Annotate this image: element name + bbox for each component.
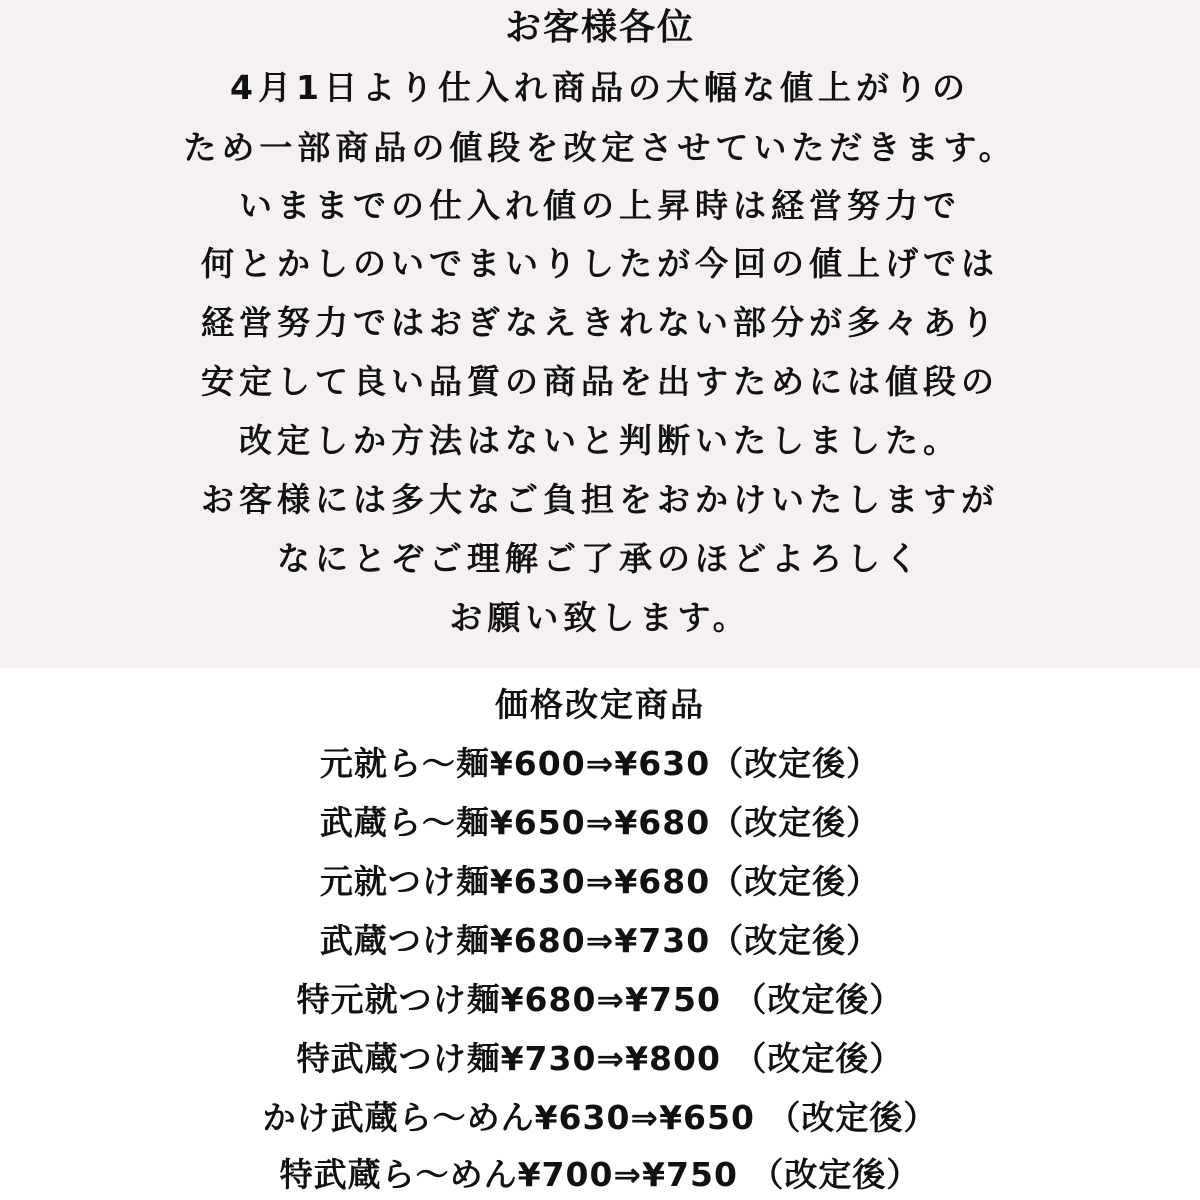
price-item: 武蔵ら～麺¥650⇒¥680（改定後） — [319, 803, 881, 842]
notice-line: いままでの仕入れ値の上昇時は経営努力で — [239, 186, 961, 225]
price-item: 特武蔵つけ麺¥730⇒¥800 （改定後） — [296, 1039, 904, 1078]
notice-line: 改定しか方法はないと判断いたしました。 — [239, 421, 961, 460]
price-item: 特武蔵ら～めん¥700⇒¥750 （改定後） — [279, 1155, 921, 1194]
price-item: 特元就つけ麺¥680⇒¥750 （改定後） — [296, 980, 904, 1019]
notice-line: なにとぞご理解ご了承のほどよろしく — [277, 539, 923, 578]
notice-line: お客様には多大なご負担をおかけいたしますが — [201, 480, 999, 519]
notice-line: 安定して良い品質の商品を出すためには値段の — [201, 362, 999, 401]
price-title: 価格改定商品 — [495, 685, 705, 724]
price-item: かけ武蔵ら～めん¥630⇒¥650 （改定後） — [262, 1098, 938, 1137]
price-item: 元就つけ麺¥630⇒¥680（改定後） — [319, 862, 881, 901]
price-item: 武蔵つけ麺¥680⇒¥730（改定後） — [319, 921, 881, 960]
notice-line: ため一部商品の値段を改定させていただきます。 — [183, 128, 1017, 167]
price-item: 元就ら～麺¥600⇒¥630（改定後） — [319, 744, 881, 783]
notice-line: 経営努力ではおぎなえきれない部分が多々あり — [201, 303, 999, 342]
notice-line: 何とかしのいでまいりしたが今回の値上げでは — [201, 244, 999, 283]
notice-line: お願い致します。 — [449, 598, 751, 637]
notice-greeting: お客様各位 — [504, 7, 695, 48]
notice-line: 4月1日より仕入れ商品の大幅な値上がりの — [230, 68, 970, 107]
